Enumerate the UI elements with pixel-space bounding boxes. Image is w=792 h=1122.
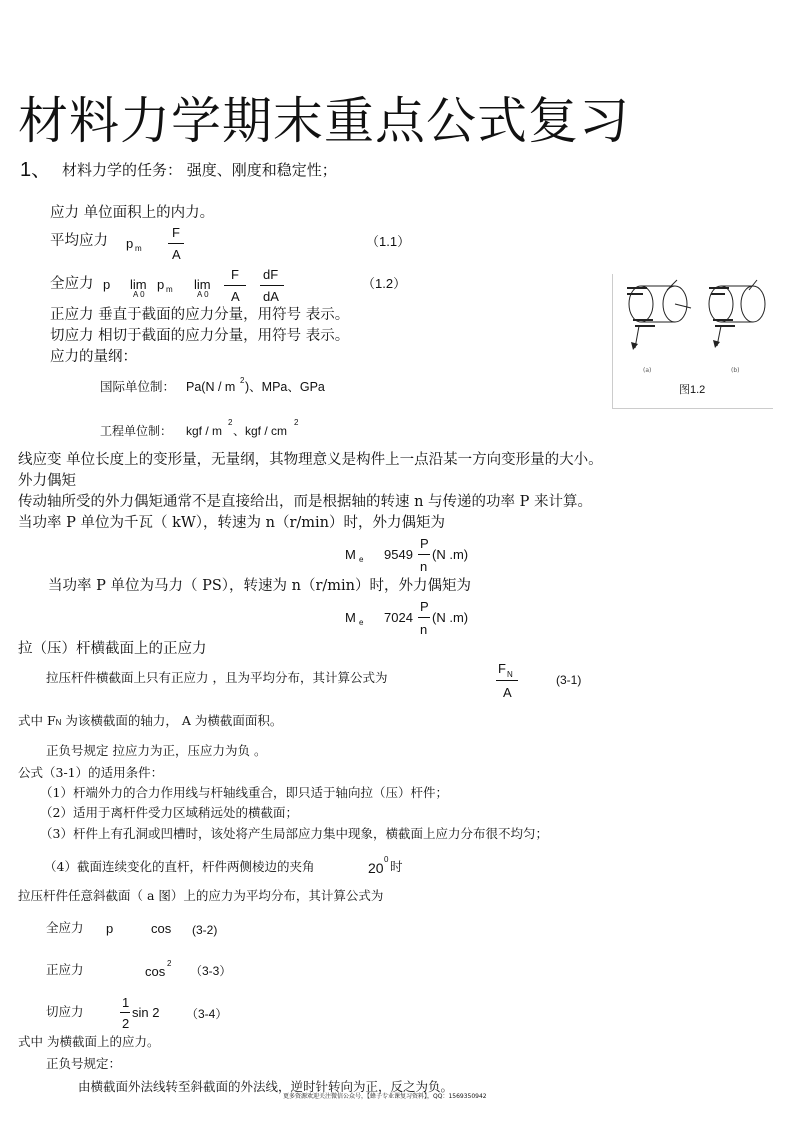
a-denominator: A bbox=[503, 685, 512, 700]
condition-2: （2）适用于离杆件受力区域稍远处的横截面； bbox=[40, 805, 298, 820]
coef-9549: 9549 bbox=[384, 547, 413, 562]
axial-stress-heading: 拉（压）杆横截面上的正应力 bbox=[18, 641, 207, 657]
angle-sup: 0 bbox=[384, 855, 389, 864]
si-units-sup: 2 bbox=[240, 376, 245, 385]
fn-numerator: F bbox=[498, 661, 506, 676]
me-symbol: M bbox=[345, 610, 356, 625]
si-units-label: 国际单位制： bbox=[100, 379, 176, 394]
fig-label-a: (a) bbox=[643, 367, 652, 374]
equation-number-3-1: (3-1) bbox=[556, 673, 582, 687]
avg-stress-numerator: F bbox=[172, 225, 180, 240]
angle-value: 20 bbox=[368, 860, 384, 876]
avg-stress-denominator: A bbox=[172, 247, 181, 262]
oblique-sign-heading: 正负号规定： bbox=[46, 1056, 122, 1071]
pm-symbol: p bbox=[157, 277, 165, 292]
half-denominator: 2 bbox=[122, 1016, 130, 1031]
shear-stress-def: 切应力 相切于截面的应力分量，用符号 表示。 bbox=[50, 328, 350, 344]
oblique-full-cos: cos bbox=[151, 921, 172, 936]
oblique-normal-sup: 2 bbox=[167, 959, 172, 968]
oblique-shear-label: 切应力 bbox=[46, 1004, 84, 1019]
fraction-bar bbox=[418, 617, 430, 618]
torque-line-1: 传动轴所受的外力偶矩通常不是直接给出，而是根据轴的转速 n 与传递的功率 P 来计算。 bbox=[18, 494, 593, 510]
avg-stress-label: 平均应力 bbox=[50, 233, 108, 249]
footer-note: 更多资源欢迎关注微信公众号，【蜂子专业课复习资料】，QQ：1569350942 bbox=[283, 1093, 487, 1100]
si-units-pa: Pa(N / m bbox=[186, 380, 236, 394]
da-denominator: dA bbox=[263, 289, 279, 304]
n-denominator: n bbox=[420, 622, 428, 637]
unit-nm: (N .m) bbox=[432, 547, 469, 562]
sign-convention: 正负号规定 拉应力为正，压应力为负 。 bbox=[46, 743, 267, 758]
linear-strain-def: 线应变 单位长度上的变形量，无量纲，其物理意义是构件上一点沿某一方向变形量的大小。 bbox=[18, 452, 603, 468]
oblique-full-p: p bbox=[106, 921, 114, 936]
full-stress-p: p bbox=[103, 277, 111, 292]
f-denominator: A bbox=[231, 289, 240, 304]
unit-nm: (N .m) bbox=[432, 610, 469, 625]
equation-number-1-1: （1.1） bbox=[366, 234, 411, 249]
oblique-section-line: 拉压杆件任意斜截面（ a 图）上的应力为平均分布，其计算公式为 bbox=[18, 888, 384, 903]
condition-4: （4）截面连续变化的直杆，杆件两侧棱边的夹角 bbox=[44, 859, 315, 874]
fraction-bar bbox=[168, 243, 184, 244]
limit-2-sub: A 0 bbox=[197, 290, 209, 299]
oblique-normal-cos: cos bbox=[145, 964, 166, 979]
n-denominator: n bbox=[420, 559, 428, 574]
axial-stress-line: 拉压杆件横截面上只有正应力 ，且为平均分布，其计算公式为 bbox=[46, 670, 388, 685]
figure-1-2 bbox=[612, 274, 773, 409]
section-heading: 材料力学的任务： 强度、刚度和稳定性； bbox=[62, 161, 337, 179]
conditions-heading: 公式（3-1）的适用条件： bbox=[18, 765, 164, 780]
fraction-bar bbox=[224, 285, 246, 286]
normal-stress-def: 正应力 垂直于截面的应力分量，用符号 表示。 bbox=[50, 307, 350, 323]
p-numerator: P bbox=[420, 536, 429, 551]
me-sub: e bbox=[359, 555, 364, 564]
page-title: 材料力学期末重点公式复习 bbox=[18, 92, 630, 150]
full-stress-label: 全应力 bbox=[50, 276, 94, 292]
section-number: 1、 bbox=[20, 159, 52, 181]
stress-definition: 应力 单位面积上的内力。 bbox=[50, 205, 215, 221]
condition-3: （3）杆件上有孔洞或凹槽时，该处将产生局部应力集中现象，横截面上应力分布很不均匀； bbox=[40, 826, 548, 841]
condition-4-end: 时 bbox=[390, 859, 403, 874]
df-numerator: dF bbox=[263, 267, 279, 282]
fig-label-b: (b) bbox=[731, 367, 740, 374]
oblique-sign-rule: 由横截面外法线转至斜截面的外法线，逆时针转向为正，反之为负。 bbox=[78, 1079, 454, 1094]
fn-sub: N bbox=[507, 670, 513, 679]
me-sub: e bbox=[359, 618, 364, 627]
axial-where: 式中 FN 为该横截面的轴力， A 为横截面面积。 bbox=[18, 713, 283, 728]
p-numerator: P bbox=[420, 599, 429, 614]
eng-units-sup-1: 2 bbox=[228, 418, 233, 427]
eng-units-sup-2: 2 bbox=[294, 418, 299, 427]
torque-line-2: 当功率 P 单位为千瓦（ kW），转速为 n（r/min）时，外力偶矩为 bbox=[18, 515, 446, 531]
fraction-bar bbox=[418, 554, 430, 555]
half-numerator: 1 bbox=[122, 995, 130, 1010]
f-numerator: F bbox=[231, 267, 239, 282]
torque-line-3: 当功率 P 单位为马力（ PS），转速为 n（r/min）时，外力偶矩为 bbox=[48, 578, 472, 594]
me-symbol: M bbox=[345, 547, 356, 562]
coef-7024: 7024 bbox=[384, 610, 413, 625]
oblique-where: 式中 为横截面上的应力。 bbox=[18, 1034, 160, 1049]
si-units-rest: )、MPa、GPa bbox=[245, 380, 325, 394]
eng-units-2: 、kgf / cm bbox=[233, 424, 288, 438]
pm-sub: m bbox=[166, 285, 173, 294]
oblique-full-label: 全应力 bbox=[46, 920, 84, 935]
avg-stress-lhs: p bbox=[126, 236, 134, 251]
limit-1: lim bbox=[130, 277, 147, 292]
limit-2: lim bbox=[194, 277, 211, 292]
fraction-bar bbox=[120, 1012, 130, 1013]
torque-heading: 外力偶矩 bbox=[18, 473, 76, 489]
eng-units-label: 工程单位制： bbox=[100, 424, 173, 438]
fraction-bar bbox=[260, 285, 284, 286]
fraction-bar bbox=[496, 680, 518, 681]
equation-number-3-4: （3-4） bbox=[186, 1007, 228, 1021]
equation-number-3-2: (3-2) bbox=[192, 923, 218, 937]
oblique-normal-label: 正应力 bbox=[46, 962, 84, 977]
figure-caption: 图1.2 bbox=[679, 384, 706, 396]
equation-number-1-2: （1.2） bbox=[362, 276, 407, 291]
equation-number-3-3: （3-3） bbox=[190, 964, 232, 978]
stress-dimensions: 应力的量纲： bbox=[50, 349, 137, 365]
limit-1-sub: A 0 bbox=[133, 290, 145, 299]
condition-1: （1）杆端外力的合力作用线与杆轴线重合，即只适于轴向拉（压）杆件； bbox=[40, 785, 448, 800]
oblique-shear-sin: sin 2 bbox=[132, 1005, 160, 1020]
avg-stress-lhs-sub: m bbox=[135, 244, 142, 253]
eng-units-1: kgf / m bbox=[186, 424, 223, 438]
